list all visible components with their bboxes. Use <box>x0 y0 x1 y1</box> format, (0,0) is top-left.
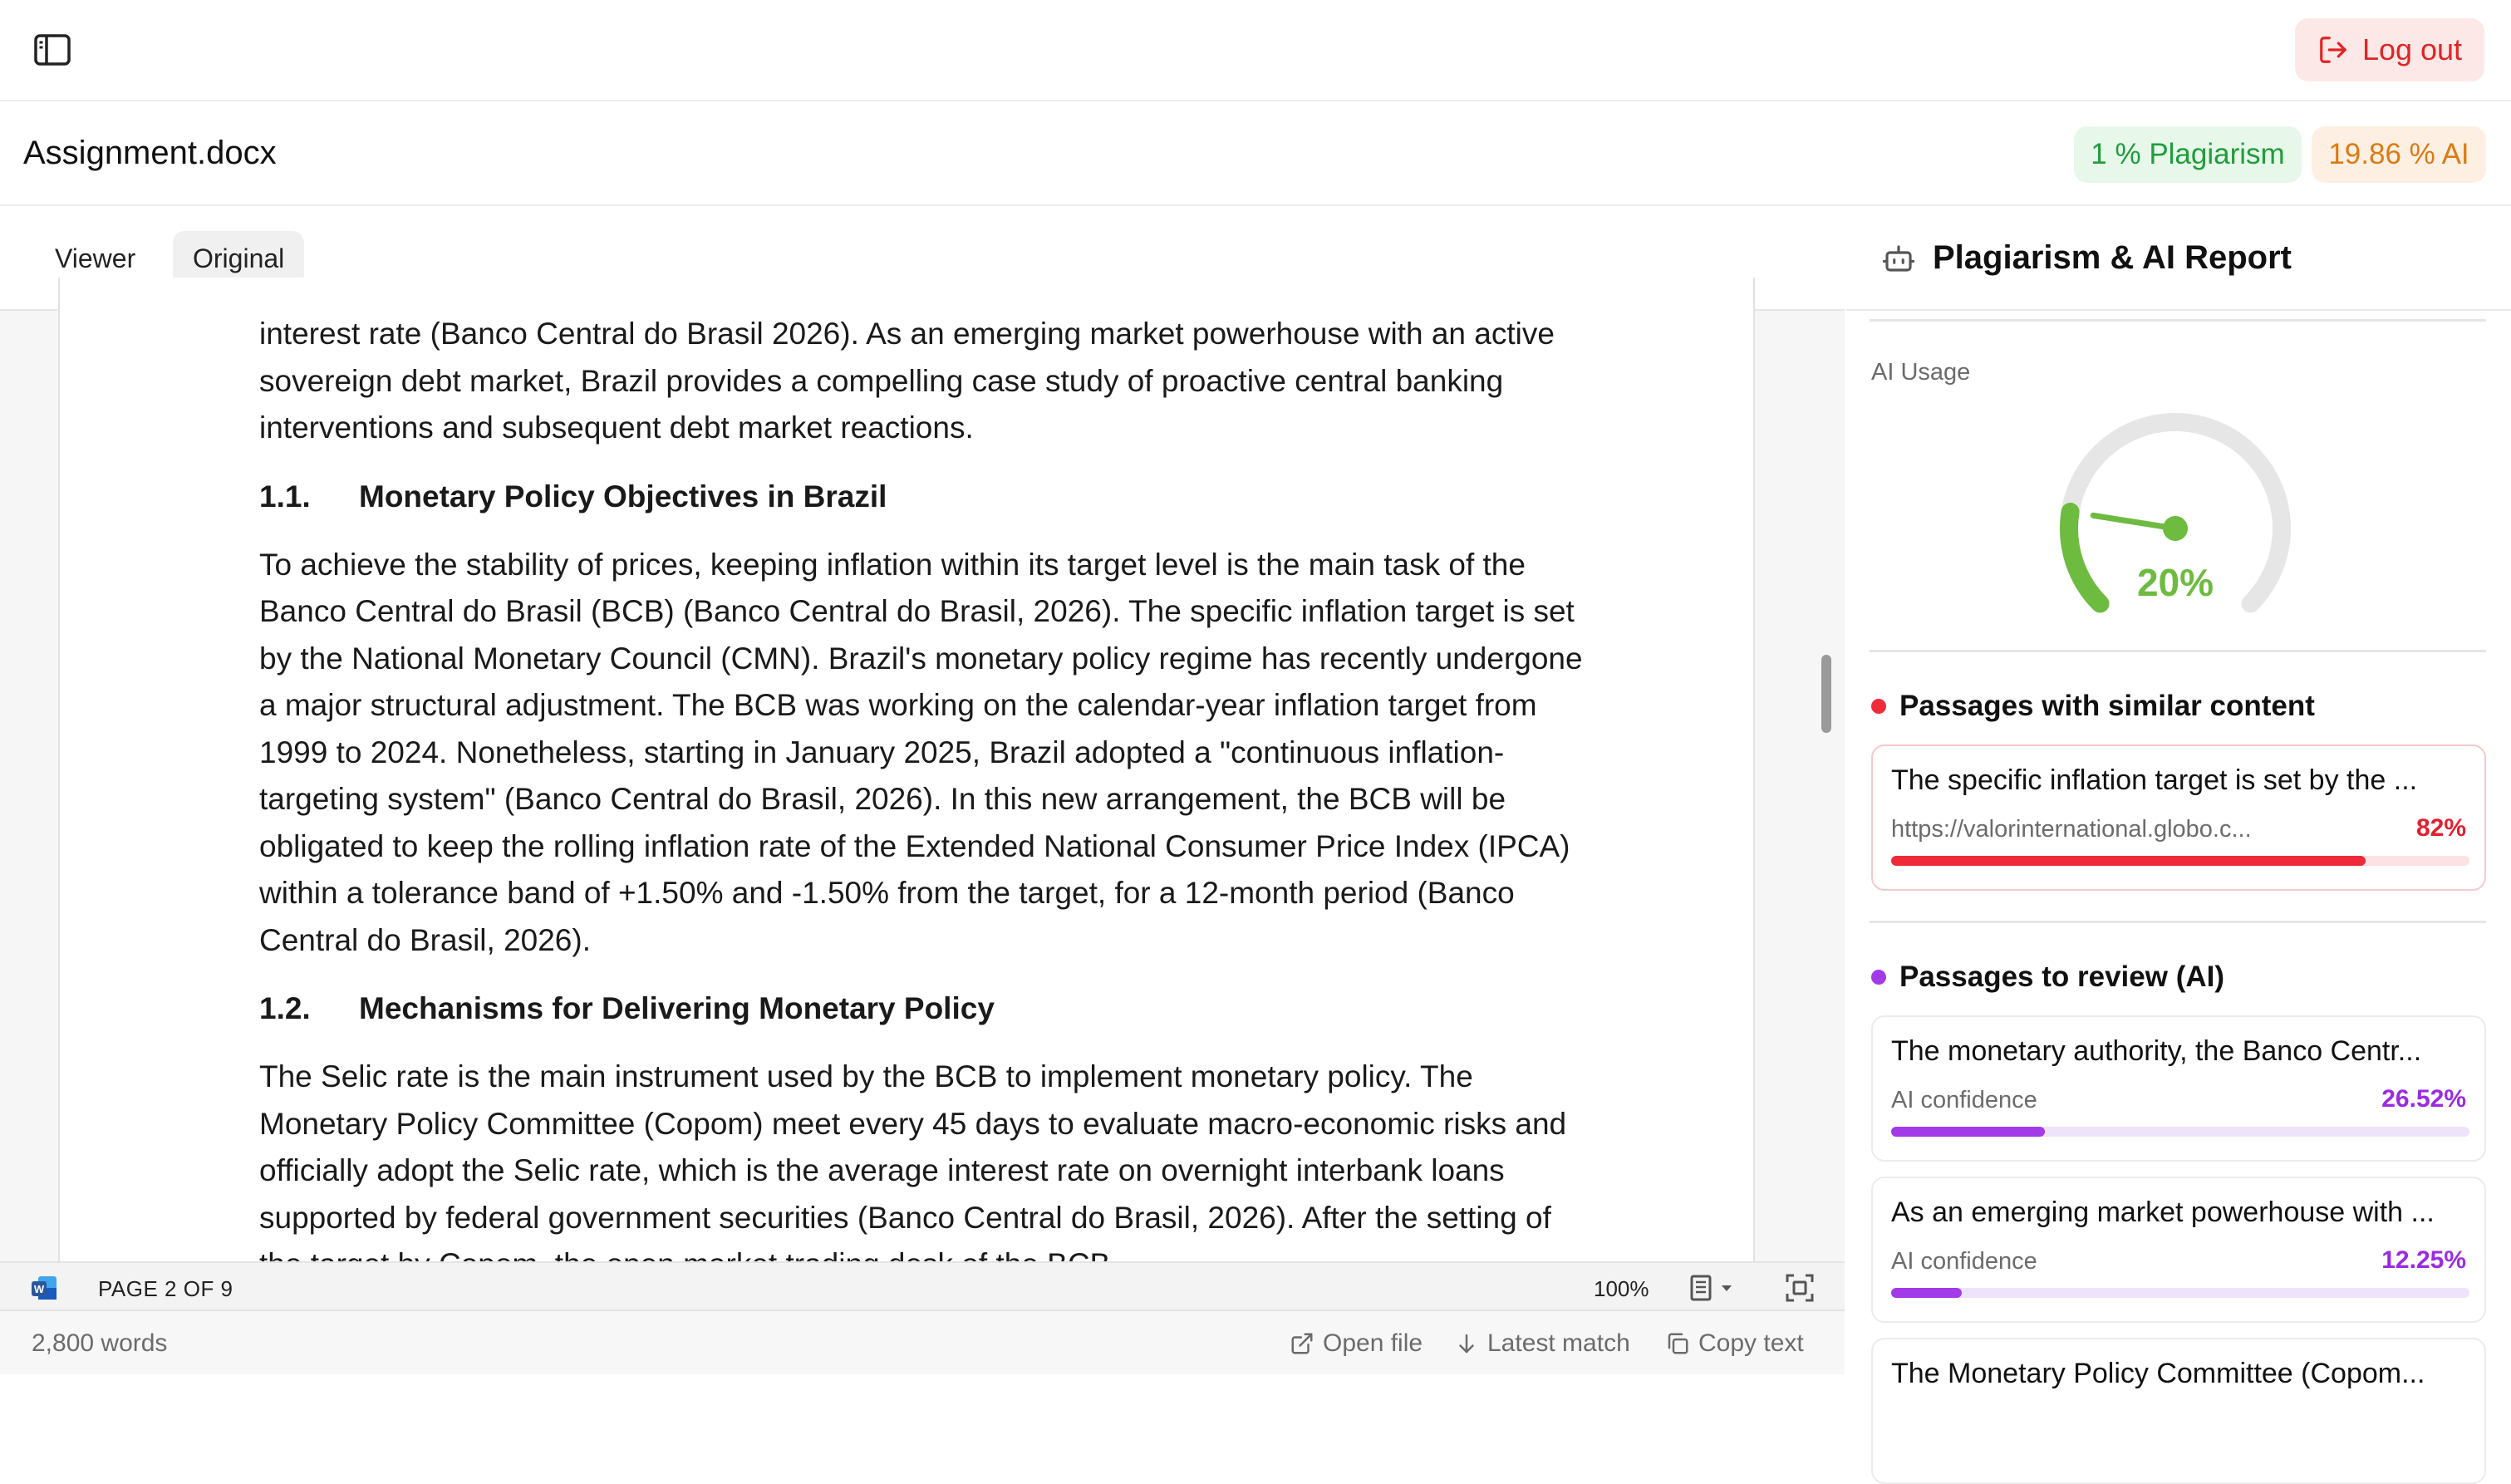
ai-usage-label: AI Usage <box>1871 359 1971 386</box>
report-panel <box>1846 206 2511 1389</box>
ai-confidence-label: AI confidence <box>1891 1248 2037 1275</box>
section-number: 1.1. <box>259 479 311 514</box>
tab-original[interactable]: Original <box>173 231 304 286</box>
ai-passage-card[interactable] <box>1871 1015 2486 1162</box>
page-layout-dropdown[interactable] <box>1687 1273 1738 1303</box>
ai-confidence-bar-fill <box>1891 1288 1962 1298</box>
viewer-footer <box>0 1311 1845 1374</box>
section-title: Monetary Policy Objectives in Brazil <box>359 479 887 514</box>
divider <box>1870 319 2486 322</box>
source-url: https://valorinternational.globo.c... <box>1891 816 2252 843</box>
copy-icon <box>1665 1331 1690 1356</box>
passage-text: The Monetary Policy Committee (Copom... <box>1891 1358 2425 1389</box>
ai-passage-card[interactable] <box>1871 1338 2486 1484</box>
svg-text:W: W <box>33 1283 45 1295</box>
document-page <box>58 278 1755 1324</box>
document-scroll-area[interactable] <box>0 311 1845 1261</box>
word-file-icon <box>30 1275 58 1301</box>
ai-confidence-bar <box>1891 1127 2469 1137</box>
report-title: Plagiarism & AI Report <box>1933 239 2292 276</box>
divider <box>1870 921 2486 923</box>
paragraph: The Selic rate is the main instrument used by the BCB to implement monetary policy. The Monetary Policy Committee (Copom) meet every 45 days to evaluate macro-economic risks and officially adopt the Selic rate, which is the average interest rate on overnight interbank loans supported by federal government securities (Banco Central do Brasil, 2026). After the setting of <box>259 1059 1567 1235</box>
file-header <box>0 101 2511 206</box>
ai-usage-value: 20% <box>2136 561 2214 604</box>
divider <box>1870 650 2486 652</box>
similar-content-title: Passages with similar content <box>1899 690 2315 722</box>
section-heading <box>259 985 1589 1032</box>
logout-icon <box>2317 34 2349 66</box>
ai-badge: 19.86 % AI <box>2312 126 2486 183</box>
ai-passage-card[interactable] <box>1871 1177 2486 1323</box>
ai-confidence-bar <box>1891 1288 2469 1298</box>
viewer-status-bar <box>0 1261 1845 1311</box>
similar-passage-card[interactable] <box>1871 744 2486 891</box>
passage-text: The monetary authority, the Banco Centr... <box>1891 1035 2422 1067</box>
sidebar-toggle-icon[interactable] <box>33 33 71 66</box>
copy-text-label: Copy text <box>1698 1329 1804 1357</box>
paragraph: To achieve the stability of prices, keeping inflation within its target level is the main task of the Banco Central do Brasil (BCB) (Banco Central do Brasil, 2026). The specific inflation target is set by the National Monetary Council (CMN). Brazil's monetary policy regime has recently undergone a major structural adjustment. The BCB was working on the calendar-year inflation target from 1999 to 2024. Nonetheless, starting in January 2025, Brazil adopted a "continuous inflation-targeting system" (Banco Central do Brasil, 2026). In this new arrangement, the BCB will be obligated to keep the rolling inflation rate of the Extended National Consumer Price Index (IPCA) within a tolerance band of +1.50% and -1.50% from the target, for a 12-month period (Banco Central do Brasil, 2026). <box>259 547 1583 957</box>
similar-content-heading <box>1871 690 2315 723</box>
fit-screen-icon[interactable] <box>1785 1273 1815 1303</box>
open-file-button[interactable] <box>1290 1329 1423 1358</box>
zoom-level[interactable]: 100% <box>1594 1276 1649 1301</box>
word-count: 2,800 words <box>32 1329 168 1357</box>
gauge-needle <box>2093 515 2175 528</box>
page-layout-icon <box>1687 1273 1738 1303</box>
gauge-hub <box>2163 516 2188 541</box>
tab-viewer[interactable]: Viewer <box>55 243 136 273</box>
page-indicator: PAGE 2 OF 9 <box>98 1276 233 1301</box>
ai-confidence-percent: 12.25% <box>2381 1246 2466 1274</box>
match-bar <box>1891 856 2469 866</box>
ai-confidence-label: AI confidence <box>1891 1087 2037 1113</box>
passage-text: As an emerging market powerhouse with ... <box>1891 1197 2435 1228</box>
section-title: Mechanisms for Delivering Monetary Policy <box>359 991 995 1025</box>
match-bar-fill <box>1891 856 2366 866</box>
ai-confidence-percent: 26.52% <box>2381 1085 2466 1113</box>
scrollbar-thumb[interactable] <box>1821 655 1831 733</box>
match-percent: 82% <box>2415 814 2466 842</box>
ai-review-title: Passages to review (AI) <box>1899 961 2224 993</box>
logout-button[interactable] <box>2295 18 2484 81</box>
report-header <box>1846 206 2511 311</box>
red-dot-icon <box>1871 699 1886 714</box>
ai-review-heading <box>1871 961 2224 994</box>
section-number: 1.2. <box>259 991 311 1025</box>
passage-text: The specific inflation target is set by the ... <box>1891 764 2418 796</box>
file-title: Assignment.docx <box>23 135 277 171</box>
ai-confidence-bar-fill <box>1891 1127 2045 1137</box>
top-bar <box>0 0 2511 101</box>
arrow-down-icon <box>1454 1331 1479 1356</box>
document-viewer <box>0 206 1845 1374</box>
paragraph: interest rate (Banco Central do Brasil 2026). As an emerging market powerhouse with an active sovereign debt market, Brazil provides a compelling case study of proactive central banking interventions and subsequent debt market reactions. <box>259 317 1555 445</box>
latest-match-button[interactable] <box>1454 1329 1630 1358</box>
robot-icon <box>1881 241 1916 276</box>
logout-label: Log out <box>2361 32 2463 66</box>
document-content <box>259 311 1589 1289</box>
purple-dot-icon <box>1871 970 1886 985</box>
latest-match-label: Latest match <box>1487 1329 1630 1357</box>
open-file-label: Open file <box>1323 1329 1423 1357</box>
external-link-icon <box>1290 1331 1314 1356</box>
ai-usage-gauge <box>2042 396 2308 636</box>
section-heading <box>259 474 1589 520</box>
copy-text-button[interactable] <box>1665 1329 1804 1358</box>
plagiarism-badge: 1 % Plagiarism <box>2074 126 2302 183</box>
